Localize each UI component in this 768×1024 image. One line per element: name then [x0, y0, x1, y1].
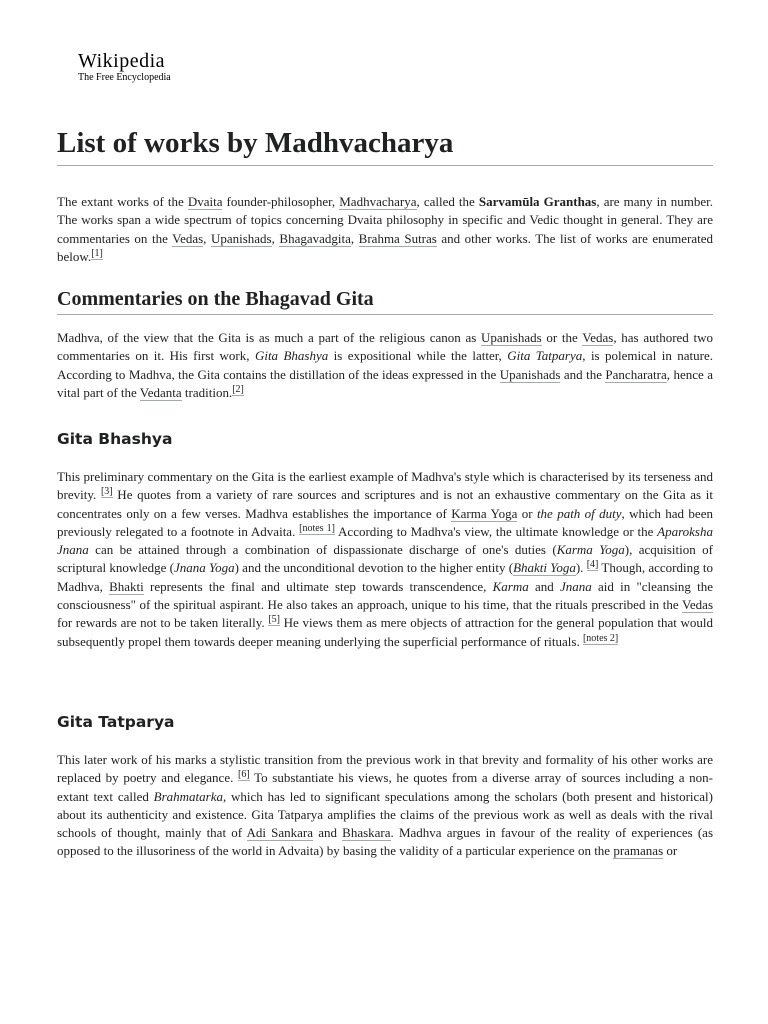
citation-5[interactable]: [5] [268, 614, 281, 626]
citation-4[interactable]: [4] [586, 559, 599, 571]
link-vedas[interactable]: Vedas [681, 597, 713, 613]
link-upanishads[interactable]: Upanishads [210, 230, 272, 246]
link-brahma-sutras[interactable]: Brahma Sutras [358, 230, 437, 246]
logo-wordmark: Wikipedia [78, 50, 165, 72]
link-bhakti-yoga[interactable]: Bhakti Yoga [513, 560, 576, 576]
link-upanishads[interactable]: Upanishads [499, 366, 561, 382]
link-bhagavadgita[interactable]: Bhagavadgita [279, 230, 351, 246]
subsection-heading-gita-tatparya: Gita Tatparya [57, 713, 175, 731]
link-bhagavad-gita[interactable]: Bhagavad Gita [245, 288, 374, 310]
citation-1[interactable]: [1] [91, 247, 103, 259]
commentaries-paragraph: Madhva, of the view that the Gita is as much a part of the religious canon as Upanishads or the Vedas, has authored two commentaries on it. His first work, Gita Bhashya is expositional while the latter, Gita Tatparya, is polemical in nature. According to Madhva, the Gita contains the distillation of the ideas expressed in the Upanishads and the Pancharatra, hence a vital part of the Vedanta tradition.[2] [57, 330, 714, 400]
citation-6[interactable]: [6] [238, 769, 250, 781]
gita-bhashya-paragraph: This preliminary commentary on the Gita is the earliest example of Madhva's style which is characterised by its terseness and brevity. [3] He quotes from a variety of rare sources and scriptures and is not an exhaustive commentary on the Gita as it concentrates only on a few verses. Madhva establishes the importance of Karma Yoga or the path of duty, which had been previously relegated to a footnote in Advaita. [notes 1] According to Madhva's view, the ultimate knowledge or the Aparoksha Jnana can be attained through a combination of dispassionate discharge of one's duties (Karma Yoga), acquisition of scriptural knowledge (Jnana Yoga) and the unconditional devotion to the higher entity (Bhakti Yoga). [4] Though, according to Madhva, Bhakti represents the final and ultimate step towards transcendence, Karma and Jnana aid in "cleansing the consciousness" of the spiritual aspirant. He also takes an approach, unique to his time, that the rituals prescribed in the Vedas for rewards are not to be taken literally. [5] He views them as mere objects of attraction for the general population that would subsequently propel them towards deeper meaning underlying the superficial performance of rituals. [notes 2] [57, 469, 714, 649]
citation-2[interactable]: [2] [232, 383, 244, 395]
wikipedia-logo[interactable] [78, 50, 171, 84]
link-vedas[interactable]: Vedas [582, 330, 614, 345]
logo-tagline: The Free Encyclopedia [78, 72, 171, 83]
link-madhvacharya[interactable]: Madhvacharya [339, 194, 417, 209]
citation-3[interactable]: [3] [100, 486, 113, 498]
note-2[interactable]: [notes 2] [582, 632, 619, 644]
link-upanishads[interactable]: Upanishads [481, 330, 542, 345]
link-adi-sankara[interactable]: Adi Sankara [246, 825, 314, 841]
intro-paragraph: The extant works of the Dvaita founder-philosopher, Madhvacharya, called the Sarvamūla Granthas, are many in number. The works span a wide spectrum of topics concerning Dvaita philosophy in specific and Vedic thought in general. They are commentaries on the Vedas, Upanishads, Bhagavadgita, Brahma Sutras and other works. The list of works are enumerated below.[1] [57, 194, 714, 264]
gita-tatparya-paragraph: This later work of his marks a stylistic transition from the previous work in that brevity and formality of his other works are replaced by poetry and elegance. [6] To substantiate his views, he quotes from a diverse array of sources including a non-extant text called Brahmatarka, which has led to significant speculations among the scholars (both present and historical) about its authenticity and existence. Gita Tatparya amplifies the claims of the previous work as well as deals with the rival schools of thought, mainly that of Adi Sankara and Bhaskara. Madhva argues in favour of the reality of experiences (as opposed to the illusoriness of the world in Advaita) by basing the validity of a particular experience on the pramanas or [57, 752, 714, 859]
page-title: List of works by Madhvacharya [57, 122, 713, 166]
link-dvaita[interactable]: Dvaita [187, 194, 223, 209]
link-bhakti[interactable]: Bhakti [109, 578, 144, 594]
subsection-heading-gita-bhashya: Gita Bhashya [57, 430, 173, 448]
section-heading-commentaries: Commentaries on the Bhagavad Gita [57, 285, 713, 315]
link-vedanta[interactable]: Vedanta [139, 384, 182, 400]
note-1[interactable]: [notes 1] [299, 522, 335, 534]
link-pramanas[interactable]: pramanas [613, 843, 664, 859]
link-bhaskara[interactable]: Bhaskara [342, 825, 391, 841]
link-vedas[interactable]: Vedas [172, 230, 204, 246]
link-karma-yoga[interactable]: Karma Yoga [451, 505, 518, 521]
link-pancharatra[interactable]: Pancharatra [605, 366, 667, 382]
